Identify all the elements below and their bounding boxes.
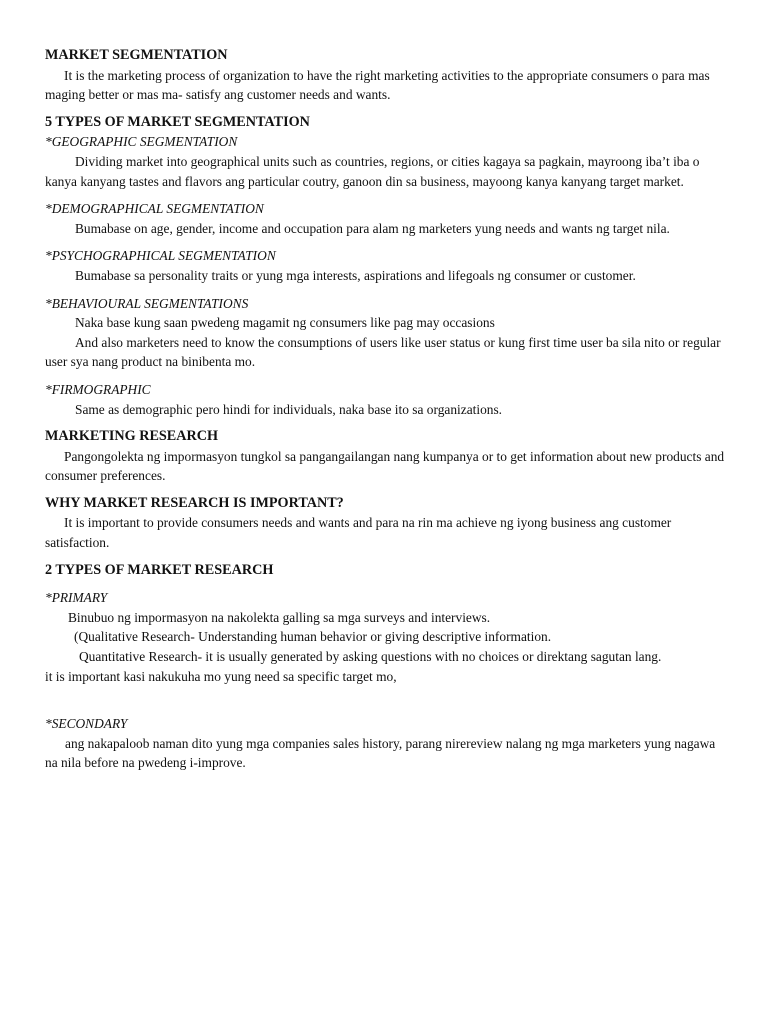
marketing-research-body: Pangongolekta ng impormasyon tungkol sa pangangailangan nang kumpanya or to get information about new products and consumer preferences. [45,448,725,484]
document-page [45,46,725,773]
firmographic-label: *FIRMOGRAPHIC [45,381,151,397]
market-segmentation-body: It is the marketing process of organization to have the right marketing activities to the appropriate consumers o para mas maging better or mas ma- satisfy ang customer needs and wants. [45,67,710,103]
secondary-body: ang nakapaloob naman dito yung mga companies sales history, parang nirereview nalang ng mga marketers yung nagawa na nila before na pwedeng i-improve. [45,735,716,771]
behavioural-body-1: Naka base kung saan pwedeng magamit ng consumers like pag may occasions [75,315,495,331]
primary-label: *PRIMARY [45,590,108,606]
geographic-body: Dividing market into geographical units such as countries, regions, or cities kagaya sa pagkain, mayroong iba’t iba o kanya kanyang tastes and flavors ang particular coutry, ganoon din sa business, mayoong kanya kanyang target market. [45,153,700,189]
types-heading: 5 TYPES OF MARKET SEGMENTATION [45,113,310,130]
demographical-body: Bumabase on age, gender, income and occupation para alam ng marketers yung needs and wants ng target nila. [75,220,670,236]
psychographical-body: Bumabase sa personality traits or yung mga interests, aspirations and lifegoals ng consumer or customer. [75,267,636,283]
primary-body-3: Quantitative Research- it is usually generated by asking questions with no choices or direktang sagutan lang. [79,649,662,665]
behavioural-body-2: And also marketers need to know the consumptions of users like user status or kung first time user ba sila nito or regular user sya nang product na binibenta mo. [45,334,721,370]
primary-body-2: (Qualitative Research- Understanding human behavior or giving descriptive information. [74,629,552,645]
geographic-label: *GEOGRAPHIC SEGMENTATION [45,134,238,150]
firmographic-body: Same as demographic pero hindi for individuals, naka base ito sa organizations. [75,401,503,417]
market-segmentation-heading: MARKET SEGMENTATION [45,47,228,63]
demographical-label: *DEMOGRAPHICAL SEGMENTATION [45,201,264,217]
psychographical-label: *PSYCHOGRAPHICAL SEGMENTATION [45,248,276,264]
secondary-label: *SECONDARY [45,716,128,732]
why-important-body: It is important to provide consumers needs and wants and para na rin ma achieve ng iyong business ang customer satisfaction. [45,515,672,551]
primary-body-4: it is important kasi nakukuha mo yung need sa specific target mo, [45,668,397,684]
why-important-heading: WHY MARKET RESEARCH IS IMPORTANT? [45,494,344,511]
behavioural-label: *BEHAVIOURAL SEGMENTATIONS [45,295,249,311]
primary-body-1: Binubuo ng impormasyon na nakolekta galling sa mga surveys and interviews. [68,609,491,625]
marketing-research-heading: MARKETING RESEARCH [45,428,219,445]
research-types-heading: 2 TYPES OF MARKET RESEARCH [45,561,274,578]
